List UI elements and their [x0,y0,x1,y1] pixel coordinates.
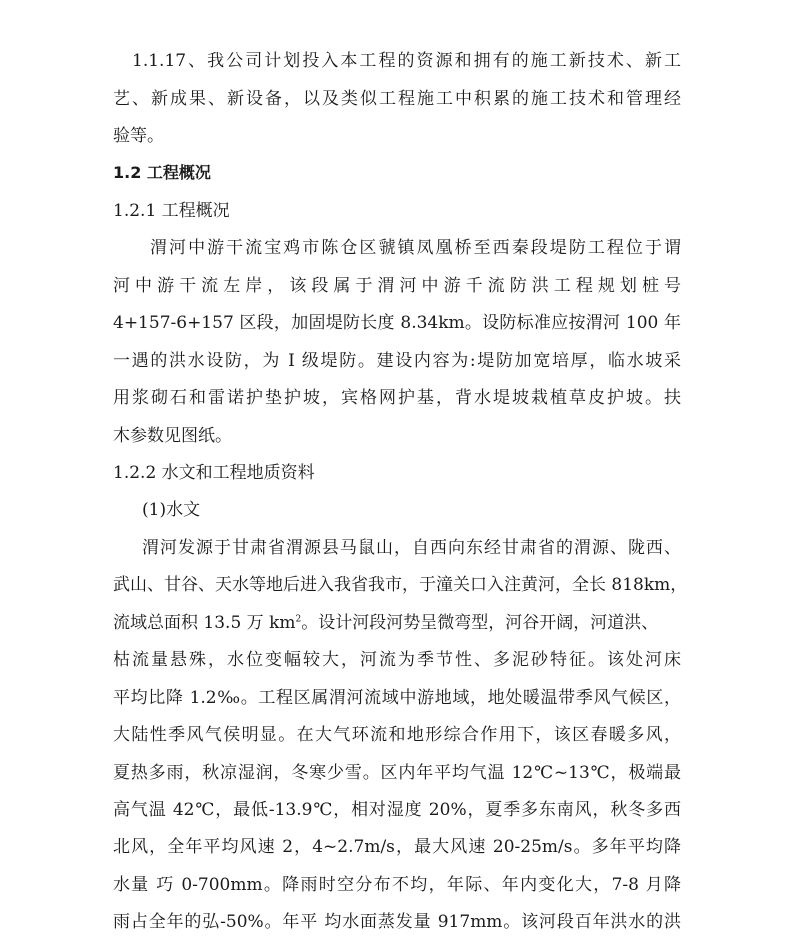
paragraph-line-6: 渭河中游干流宝鸡市陈仓区虢镇凤凰桥至西秦段堤防工程位于谓 [150,238,681,258]
paragraph-line-14: 渭河发源于甘肃省渭源县马鼠山，自西向东经甘肃省的渭源、陇西、 [142,538,681,558]
paragraph-line-11: 木参数见图纸。 [113,426,232,446]
paragraph-line-1: 1.1.17、我公司计划投入本工程的资源和拥有的施工新技术、新工 [132,51,681,71]
paragraph-line-3: 验等。 [113,126,164,146]
section-heading-1-2: 1.2 工程概况 [113,163,211,182]
paragraph-line-8: 4+157-6+157 区段，加固堤防长度 8.34km。设防标准应按渭河 100 年 [113,313,681,333]
item-heading-hydrology: (1)水文 [142,500,201,520]
paragraph-line-21: 高气温 42℃，最低-13.9℃，相对湿度 20%，夏季多东南风，秋冬多西 [113,800,681,820]
subsection-heading-1-2-2: 1.2.2 水文和工程地质资料 [113,463,315,483]
paragraph-line-24: 雨占全年的弘-50%。年平 均水面蒸发量 917mm。该河段百年洪水的洪 [113,912,681,932]
paragraph-line-16 [113,611,658,635]
paragraph-line-7: 河中游干流左岸，该段属于渭河中游千流防洪工程规划桩号 [113,276,681,296]
paragraph-line-23: 水量 巧 0-700mm。降雨时空分布不均，年际、年内变化大，7-8 月降 [113,875,681,895]
paragraph-line-9: 一遇的洪水设防，为 I 级堤防。建设内容为:堤防加宽培厚，临水坡采 [113,351,681,371]
area-text: 流域总面积 13.5 万 km [113,613,296,633]
paragraph-line-17: 枯流量悬殊，水位变幅较大，河流为季节性、多泥砂特征。该处河床 [113,650,681,670]
paragraph-line-10: 用浆砌石和雷诺护垫护坡，宾格网护基，背水堤坡栽植草皮护坡。扶 [113,388,681,408]
paragraph-line-18: 平均比降 1.2‰。工程区属渭河流域中游地域，地处暖温带季风气候区， [113,688,681,708]
paragraph-line-20: 夏热多雨，秋凉湿润，冬寒少雪。区内年平均气温 12℃~13℃，极端最 [113,763,681,783]
subsection-heading-1-2-1: 1.2.1 工程概况 [113,201,230,221]
superscript-2: 2 [295,614,302,625]
paragraph-line-2: 艺、新成果、新设备，以及类似工程施工中积累的施工技术和管理经 [113,89,681,109]
paragraph-line-15: 武山、甘谷、天水等地后进入我省我市，于潼关口入注黄河，全长 818km， [113,575,688,595]
area-text-rest: 。设计河段河势呈微弯型，河谷开阔，河道洪、 [301,613,659,633]
paragraph-line-22: 北风，全年平均风速 2，4~2.7m/s，最大风速 20-25m/s。多年平均降 [113,837,681,857]
paragraph-line-19: 大陆性季风气侯明显。在大气环流和地形综合作用下，该区春暖多风， [113,725,681,745]
